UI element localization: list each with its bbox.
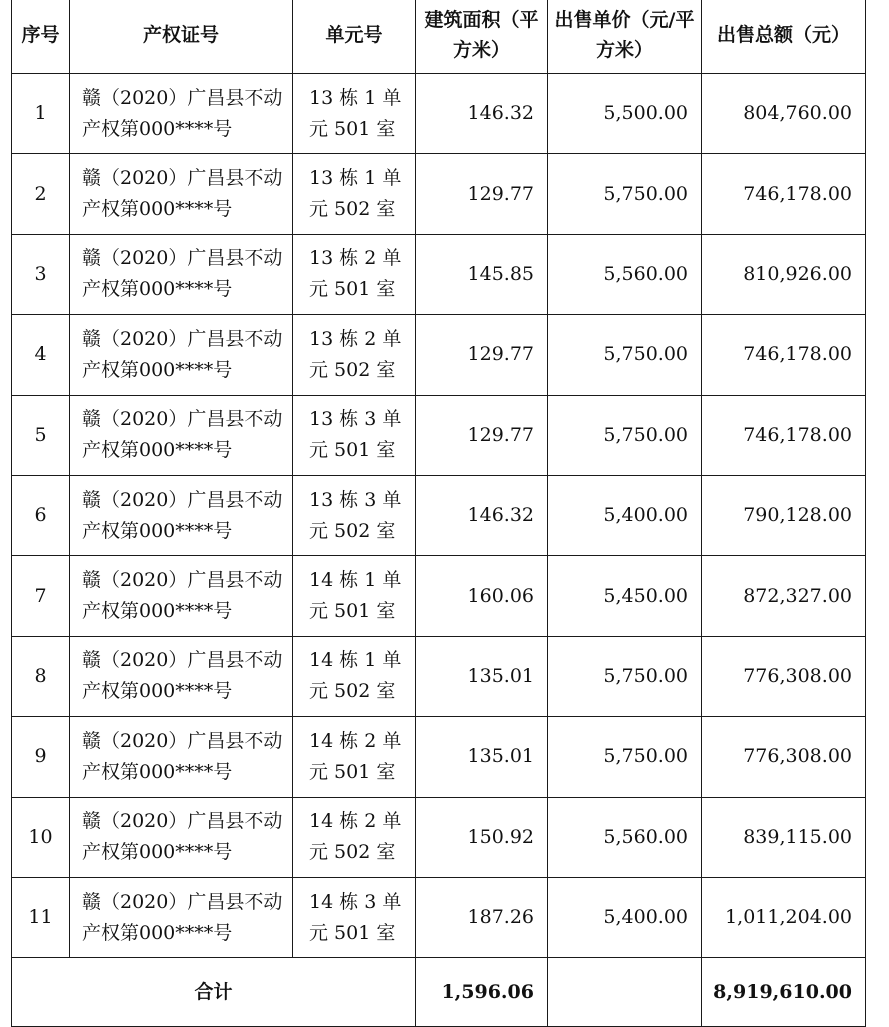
cell-cert: 赣（2020）广昌县不动产权第000****号 bbox=[70, 717, 293, 797]
header-area: 建筑面积（平方米） bbox=[416, 0, 548, 74]
cell-price: 5,560.00 bbox=[548, 797, 702, 877]
cell-price: 5,750.00 bbox=[548, 154, 702, 234]
cell-area: 135.01 bbox=[416, 717, 548, 797]
cell-price: 5,750.00 bbox=[548, 395, 702, 475]
cell-total: 810,926.00 bbox=[702, 234, 866, 314]
cell-cert: 赣（2020）广昌县不动产权第000****号 bbox=[70, 74, 293, 154]
cell-unit: 14 栋 1 单元 501 室 bbox=[293, 556, 416, 636]
cell-cert: 赣（2020）广昌县不动产权第000****号 bbox=[70, 315, 293, 395]
total-amount: 8,919,610.00 bbox=[702, 958, 866, 1027]
table-row bbox=[12, 475, 866, 555]
cell-area: 129.77 bbox=[416, 395, 548, 475]
table-row bbox=[12, 74, 866, 154]
cell-cert: 赣（2020）广昌县不动产权第000****号 bbox=[70, 234, 293, 314]
cell-cert: 赣（2020）广昌县不动产权第000****号 bbox=[70, 636, 293, 716]
total-area: 1,596.06 bbox=[416, 958, 548, 1027]
cell-total: 776,308.00 bbox=[702, 636, 866, 716]
cell-unit: 13 栋 1 单元 501 室 bbox=[293, 74, 416, 154]
cell-index: 2 bbox=[12, 154, 70, 234]
cell-price: 5,400.00 bbox=[548, 877, 702, 957]
cell-total: 746,178.00 bbox=[702, 154, 866, 234]
table-row bbox=[12, 556, 866, 636]
cell-total: 790,128.00 bbox=[702, 475, 866, 555]
cell-cert: 赣（2020）广昌县不动产权第000****号 bbox=[70, 475, 293, 555]
header-cert: 产权证号 bbox=[70, 0, 293, 74]
cell-area: 129.77 bbox=[416, 315, 548, 395]
cell-area: 146.32 bbox=[416, 74, 548, 154]
cell-index: 5 bbox=[12, 395, 70, 475]
table-row bbox=[12, 877, 866, 957]
cell-area: 146.32 bbox=[416, 475, 548, 555]
table-row bbox=[12, 395, 866, 475]
cell-cert: 赣（2020）广昌县不动产权第000****号 bbox=[70, 395, 293, 475]
cell-index: 7 bbox=[12, 556, 70, 636]
table-header-row bbox=[12, 0, 866, 74]
cell-price: 5,450.00 bbox=[548, 556, 702, 636]
table-row bbox=[12, 717, 866, 797]
cell-price: 5,750.00 bbox=[548, 636, 702, 716]
header-price: 出售单价（元/平方米） bbox=[548, 0, 702, 74]
cell-unit: 13 栋 1 单元 502 室 bbox=[293, 154, 416, 234]
cell-total: 1,011,204.00 bbox=[702, 877, 866, 957]
total-label: 合计 bbox=[12, 958, 416, 1027]
cell-price: 5,750.00 bbox=[548, 315, 702, 395]
total-row bbox=[12, 958, 866, 1027]
cell-index: 10 bbox=[12, 797, 70, 877]
cell-index: 9 bbox=[12, 717, 70, 797]
cell-unit: 14 栋 3 单元 501 室 bbox=[293, 877, 416, 957]
cell-index: 3 bbox=[12, 234, 70, 314]
header-total: 出售总额（元） bbox=[702, 0, 866, 74]
cell-total: 746,178.00 bbox=[702, 315, 866, 395]
table-row bbox=[12, 315, 866, 395]
cell-unit: 14 栋 2 单元 502 室 bbox=[293, 797, 416, 877]
cell-price: 5,400.00 bbox=[548, 475, 702, 555]
cell-unit: 14 栋 1 单元 502 室 bbox=[293, 636, 416, 716]
cell-area: 187.26 bbox=[416, 877, 548, 957]
cell-index: 4 bbox=[12, 315, 70, 395]
table-row bbox=[12, 234, 866, 314]
cell-area: 150.92 bbox=[416, 797, 548, 877]
header-unit: 单元号 bbox=[293, 0, 416, 74]
header-index: 序号 bbox=[12, 0, 70, 74]
cell-unit: 13 栋 2 单元 501 室 bbox=[293, 234, 416, 314]
cell-cert: 赣（2020）广昌县不动产权第000****号 bbox=[70, 556, 293, 636]
cell-cert: 赣（2020）广昌县不动产权第000****号 bbox=[70, 797, 293, 877]
cell-index: 1 bbox=[12, 74, 70, 154]
cell-index: 8 bbox=[12, 636, 70, 716]
cell-total: 872,327.00 bbox=[702, 556, 866, 636]
cell-area: 135.01 bbox=[416, 636, 548, 716]
cell-area: 145.85 bbox=[416, 234, 548, 314]
cell-total: 839,115.00 bbox=[702, 797, 866, 877]
cell-price: 5,560.00 bbox=[548, 234, 702, 314]
cell-total: 746,178.00 bbox=[702, 395, 866, 475]
total-price bbox=[548, 958, 702, 1027]
cell-index: 11 bbox=[12, 877, 70, 957]
cell-unit: 14 栋 2 单元 501 室 bbox=[293, 717, 416, 797]
cell-price: 5,500.00 bbox=[548, 74, 702, 154]
table-row bbox=[12, 797, 866, 877]
cell-unit: 13 栋 3 单元 502 室 bbox=[293, 475, 416, 555]
cell-cert: 赣（2020）广昌县不动产权第000****号 bbox=[70, 154, 293, 234]
cell-unit: 13 栋 2 单元 502 室 bbox=[293, 315, 416, 395]
cell-total: 804,760.00 bbox=[702, 74, 866, 154]
table-row bbox=[12, 154, 866, 234]
cell-index: 6 bbox=[12, 475, 70, 555]
table-row bbox=[12, 636, 866, 716]
cell-area: 160.06 bbox=[416, 556, 548, 636]
cell-unit: 13 栋 3 单元 501 室 bbox=[293, 395, 416, 475]
cell-cert: 赣（2020）广昌县不动产权第000****号 bbox=[70, 877, 293, 957]
cell-total: 776,308.00 bbox=[702, 717, 866, 797]
sales-table bbox=[11, 0, 866, 1027]
cell-area: 129.77 bbox=[416, 154, 548, 234]
cell-price: 5,750.00 bbox=[548, 717, 702, 797]
